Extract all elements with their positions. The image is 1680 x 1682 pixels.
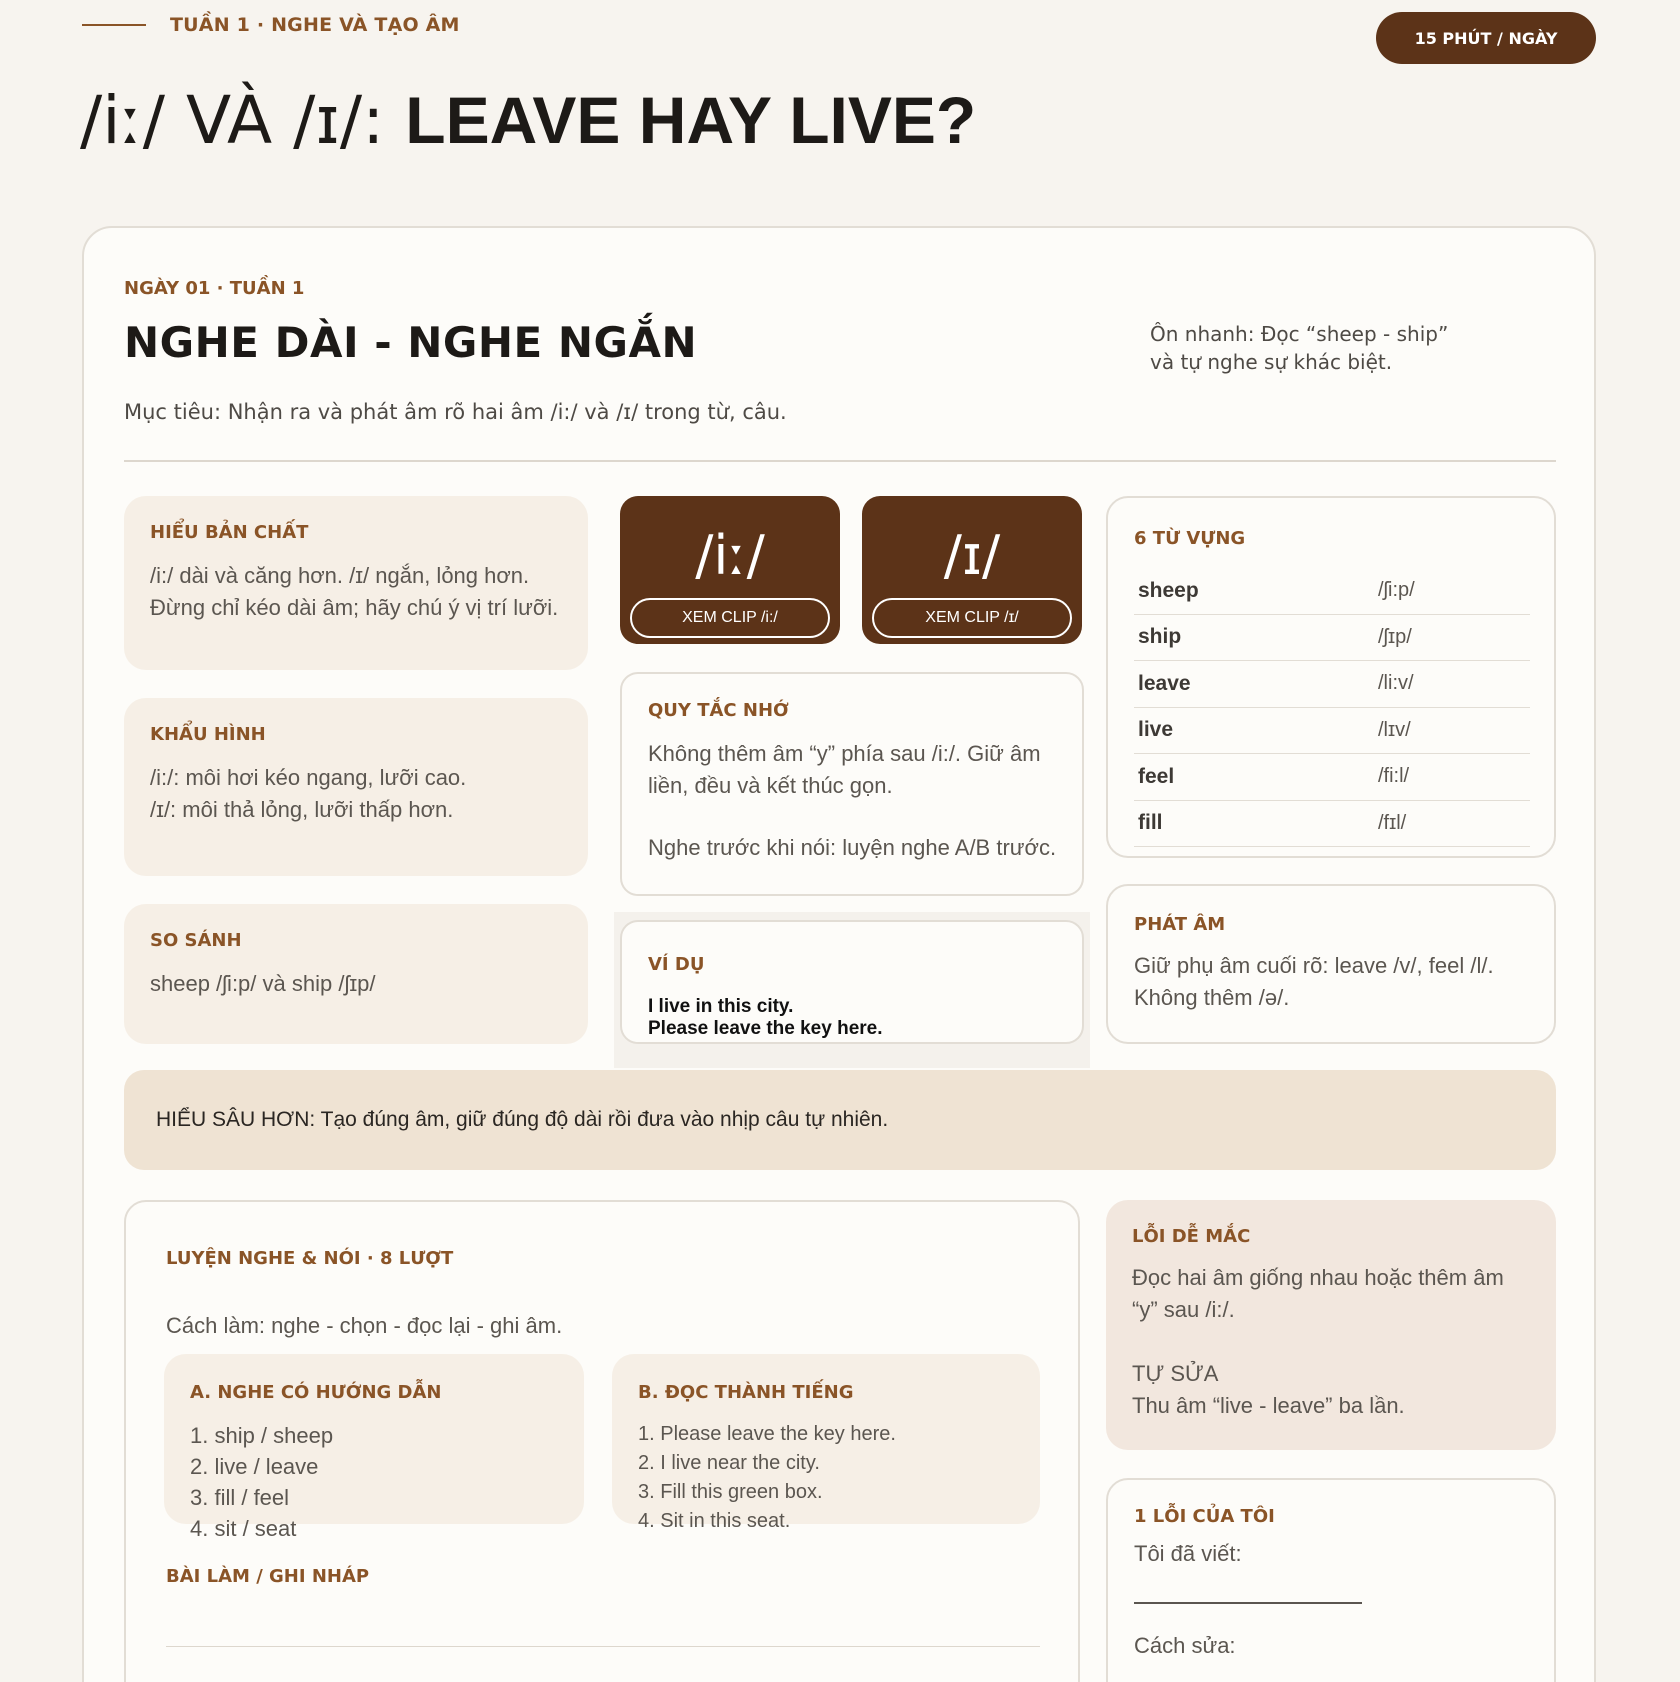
page-title (80, 80, 976, 161)
list-item: 2. live / leave (190, 1454, 319, 1479)
compare-text: sheep /ʃi:p/ và ship /ʃɪp/ (150, 971, 376, 996)
notes-line[interactable] (166, 1646, 1040, 1647)
common-mistakes-box (1106, 1200, 1556, 1450)
my-mistake-box (1106, 1478, 1556, 1682)
vocab-ipa: /ʃɪp/ (1378, 625, 1412, 648)
vocab-ipa: /lɪv/ (1378, 718, 1411, 741)
my-mistake-heading: 1 LỖI CỦA TÔI (1134, 1506, 1275, 1527)
eyebrow-text: TUẦN 1 · NGHE VÀ TẠO ÂM (170, 14, 460, 36)
rules-para-2: Nghe trước khi nói: luyện nghe A/B trước. (648, 835, 1057, 860)
week-eyebrow (82, 14, 460, 36)
notes-heading: BÀI LÀM / GHI NHÁP (166, 1566, 370, 1587)
practice-box (124, 1200, 1080, 1682)
list-item: 3. Fill this green box. (638, 1481, 823, 1503)
vocabulary-row (1134, 754, 1530, 801)
vocab-word: fill (1138, 811, 1163, 835)
list-item: 4. Sit in this seat. (638, 1510, 791, 1532)
vocab-word: feel (1138, 764, 1175, 788)
practice-method: Cách làm: nghe - chọn - đọc lại - ghi âm. (166, 1313, 563, 1338)
understand-text: /i:/ dài và căng hơn. /ɪ/ ngắn, lỏng hơn. Đừng chỉ kéo dài âm; hãy chú ý vị trí lưỡi. (150, 563, 559, 620)
common-mistakes-heading: LỖI DỄ MẮC (1132, 1226, 1251, 1247)
rules-para-1: Không thêm âm “y” phía sau /i:/. Giữ âm liền, đều và kết thúc gọn. (648, 741, 1041, 798)
self-fix-heading: TỰ SỬA (1132, 1361, 1219, 1386)
sound-card-long-i (620, 496, 840, 644)
list-item: 4. sit / seat (190, 1516, 297, 1541)
self-fix-text: Thu âm “live - leave” ba lần. (1132, 1393, 1405, 1418)
vocab-ipa: /fɪl/ (1378, 811, 1407, 834)
vocabulary-list (1134, 568, 1530, 847)
example-line-1: I live in this city. (648, 996, 794, 1017)
deeper-banner: HIỂU SÂU HƠN: Tạo đúng âm, giữ đúng độ dài rồi đưa vào nhịp câu tự nhiên. (124, 1070, 1556, 1170)
example-line-2: Please leave the key here. (648, 1018, 883, 1039)
vocab-ipa: /fi:l/ (1378, 765, 1410, 788)
vocab-word: leave (1138, 671, 1191, 695)
vocab-ipa: /li:v/ (1378, 672, 1414, 695)
wrote-input-line[interactable] (1134, 1602, 1362, 1604)
vocab-word: sheep (1138, 578, 1199, 602)
page-title-question: LEAVE HAY LIVE? (405, 83, 977, 157)
understand-heading: HIỂU BẢN CHẤT (150, 522, 309, 543)
page-title-ipa: /iː/ VÀ /ɪ/: (80, 82, 406, 159)
mouth-shape-heading: KHẨU HÌNH (150, 724, 266, 745)
compare-heading: SO SÁNH (150, 930, 242, 951)
section-divider (124, 460, 1556, 462)
read-aloud-box (612, 1354, 1040, 1532)
watch-clip-button[interactable]: XEM CLIP /i:/ (630, 598, 830, 638)
read-aloud-list (638, 1420, 896, 1536)
eyebrow-rule (82, 24, 146, 26)
example-box (620, 920, 1084, 1044)
vocab-word: live (1138, 718, 1174, 742)
watch-clip-button[interactable]: XEM CLIP /ɪ/ (872, 598, 1072, 638)
guided-listening-heading: A. NGHE CÓ HƯỚNG DẪN (190, 1382, 442, 1403)
pronunciation-box (1106, 884, 1556, 1044)
list-item: 1. ship / sheep (190, 1423, 334, 1448)
quick-review: Ôn nhanh: Đọc “sheep - ship” và tự nghe sự khác biệt. (1150, 322, 1449, 374)
lesson-goal: Mục tiêu: Nhận ra và phát âm rõ hai âm /i:/ và /ɪ/ trong từ, câu. (124, 400, 787, 424)
mouth-shape-line-2: /ɪ/: môi thả lỏng, lưỡi thấp hơn. (150, 797, 454, 822)
mouth-shape-box (124, 698, 588, 876)
list-item: 1. Please leave the key here. (638, 1423, 896, 1445)
lesson-card (82, 226, 1596, 1682)
sound-symbol: /ɪ/ (943, 524, 1001, 587)
vocabulary-row (1134, 661, 1530, 708)
pronunciation-text: Giữ phụ âm cuối rõ: leave /v/, feel /l/. Không thêm /ə/. (1134, 953, 1494, 1010)
sound-symbol: /iː/ (695, 524, 765, 587)
list-item: 3. fill / feel (190, 1485, 290, 1510)
vocabulary-row (1134, 708, 1530, 755)
understand-box (124, 496, 588, 670)
fix-label: Cách sửa: (1134, 1633, 1236, 1658)
vocabulary-heading: 6 TỪ VỰNG (1134, 528, 1246, 549)
wrote-label: Tôi đã viết: (1134, 1541, 1242, 1566)
compare-box (124, 904, 588, 1044)
example-heading: VÍ DỤ (648, 954, 705, 975)
vocabulary-row (1134, 568, 1530, 615)
rules-box (620, 672, 1084, 896)
vocab-word: ship (1138, 625, 1182, 649)
vocabulary-row (1134, 801, 1530, 848)
day-label: NGÀY 01 · TUẦN 1 (124, 278, 305, 299)
rules-heading: QUY TẮC NHỚ (648, 700, 789, 721)
guided-listening-box (164, 1354, 584, 1541)
read-aloud-heading: B. ĐỌC THÀNH TIẾNG (638, 1382, 854, 1403)
practice-heading: LUYỆN NGHE & NÓI · 8 LƯỢT (166, 1248, 454, 1269)
list-item: 2. I live near the city. (638, 1452, 820, 1474)
vocab-ipa: /ʃi:p/ (1378, 579, 1415, 602)
common-mistakes-text: Đọc hai âm giống nhau hoặc thêm âm “y” sau /i:/. (1132, 1265, 1504, 1322)
vocabulary-row (1134, 615, 1530, 662)
guided-listening-list (190, 1420, 333, 1544)
lesson-title: NGHE DÀI - NGHE NGẮN (124, 318, 698, 367)
mouth-shape-line-1: /i:/: môi hơi kéo ngang, lưỡi cao. (150, 765, 467, 790)
pronunciation-heading: PHÁT ÂM (1134, 914, 1226, 935)
vocabulary-box (1106, 496, 1556, 858)
daily-time-badge: 15 PHÚT / NGÀY (1376, 12, 1596, 64)
sound-card-short-i (862, 496, 1082, 644)
